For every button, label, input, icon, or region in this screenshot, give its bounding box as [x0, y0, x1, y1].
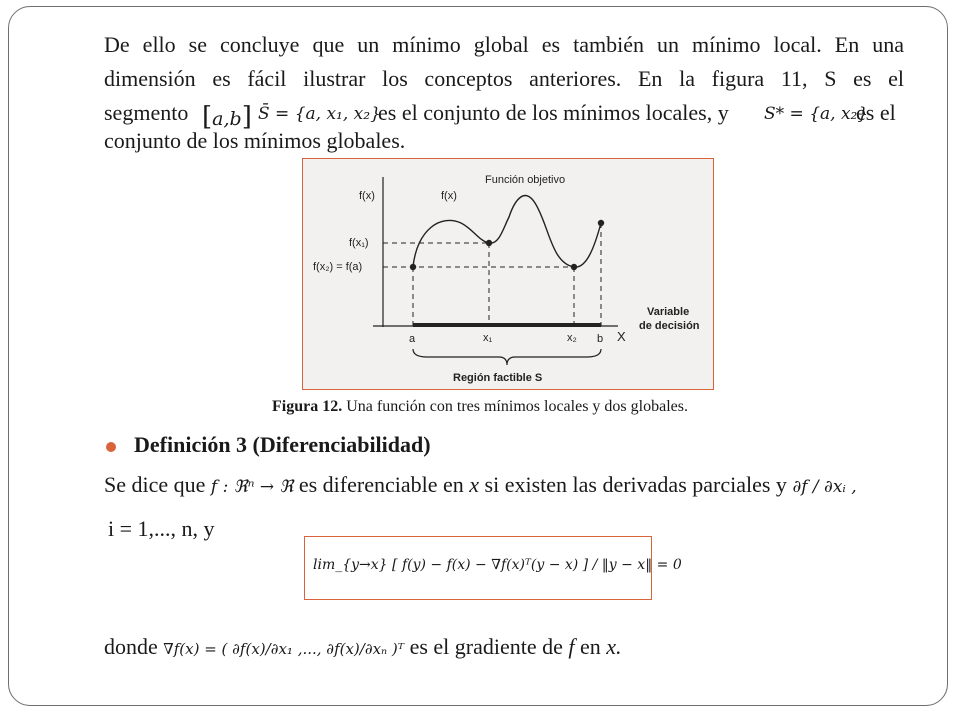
figure-frame — [302, 158, 714, 390]
caption-text: Una función con tres mínimos locales y dos globales. — [342, 398, 688, 415]
intro-line-1: De ello se concluye que un mínimo global es también un mínimo local. En una — [104, 32, 904, 57]
tick-x2: x₂ — [567, 332, 577, 344]
def-text-b: es diferenciable en — [298, 472, 464, 497]
region-label: Región factible S — [453, 372, 543, 384]
definition-line — [104, 472, 924, 498]
point-x1 — [486, 240, 492, 246]
def-text-c: si existen las derivadas parciales y — [484, 472, 787, 497]
gradient-var-f: f — [568, 634, 575, 659]
gradient-line — [104, 634, 924, 660]
objective-curve — [413, 196, 601, 268]
partial-derivative: ∂f / ∂xᵢ , — [792, 477, 857, 497]
intro-segment-text: segmento — [104, 100, 189, 125]
gradient-text-b: en — [580, 634, 601, 659]
figure-title: Función objetivo — [485, 174, 566, 186]
gradient-text-a: es el gradiente de — [409, 634, 563, 659]
curve-label: f(x) — [441, 190, 457, 202]
local-minima-set: S̄ = {a, x₁, x₂} — [258, 104, 381, 124]
bracket-left: [ — [202, 102, 213, 132]
def-text-a: Se dice que — [104, 472, 206, 497]
intro-line-2: dimensión es fácil ilustrar los conceptos anteriores. En la figura 11, S es el — [104, 66, 904, 91]
region-brace — [413, 349, 601, 365]
gradient-formula: ∇f(x) = ( ∂f(x)/∂x₁ ,..., ∂f(x)/∂xₙ )ᵀ — [163, 640, 405, 658]
bullet-dot — [106, 442, 116, 452]
bracket-right: ] — [241, 102, 252, 132]
caption-label: Figura 12. — [272, 398, 343, 415]
segment-inner: a,b — [212, 108, 242, 130]
objective-function-figure — [303, 159, 712, 388]
axis-caption-1: Variable — [647, 306, 690, 318]
index-line: i = 1,..., n, y — [108, 516, 215, 541]
intro-local-text: es el conjunto de los mínimos locales, y — [378, 100, 729, 125]
tick-b: b — [597, 333, 604, 345]
x-axis-label: X — [617, 329, 626, 344]
gradient-var-x: x. — [606, 634, 622, 659]
limit-formula: lim_{y→x} [ f(y) − f(x) − ∇f(x)ᵀ(y − x) ] / ‖y − x‖ = 0 — [313, 557, 682, 573]
level-fx1-label: f(x₁) — [349, 237, 369, 249]
point-b — [598, 220, 604, 226]
point-a — [410, 264, 416, 270]
intro-line-3 — [104, 96, 904, 130]
definition-heading: Definición 3 (Diferenciabilidad) — [134, 432, 431, 457]
point-x2 — [571, 264, 577, 270]
intro-line-4: conjunto de los mínimos globales. — [104, 128, 406, 153]
level-fx2-label: f(x₂) = f(a) — [313, 261, 363, 273]
figure-caption — [0, 398, 960, 416]
def-var-x: x — [469, 472, 480, 497]
axis-caption-2: de decisión — [639, 320, 700, 332]
y-axis-label: f(x) — [359, 190, 375, 202]
global-minima-set: S* = {a, x₂} — [764, 104, 869, 124]
intro-end-text: es el — [856, 100, 896, 125]
tick-a: a — [409, 333, 416, 345]
donde-text: donde — [104, 634, 158, 659]
limit-formula-box — [304, 536, 682, 600]
tick-x1: x₁ — [483, 332, 493, 344]
function-mapping: f : ℜⁿ → ℜ — [210, 477, 294, 497]
